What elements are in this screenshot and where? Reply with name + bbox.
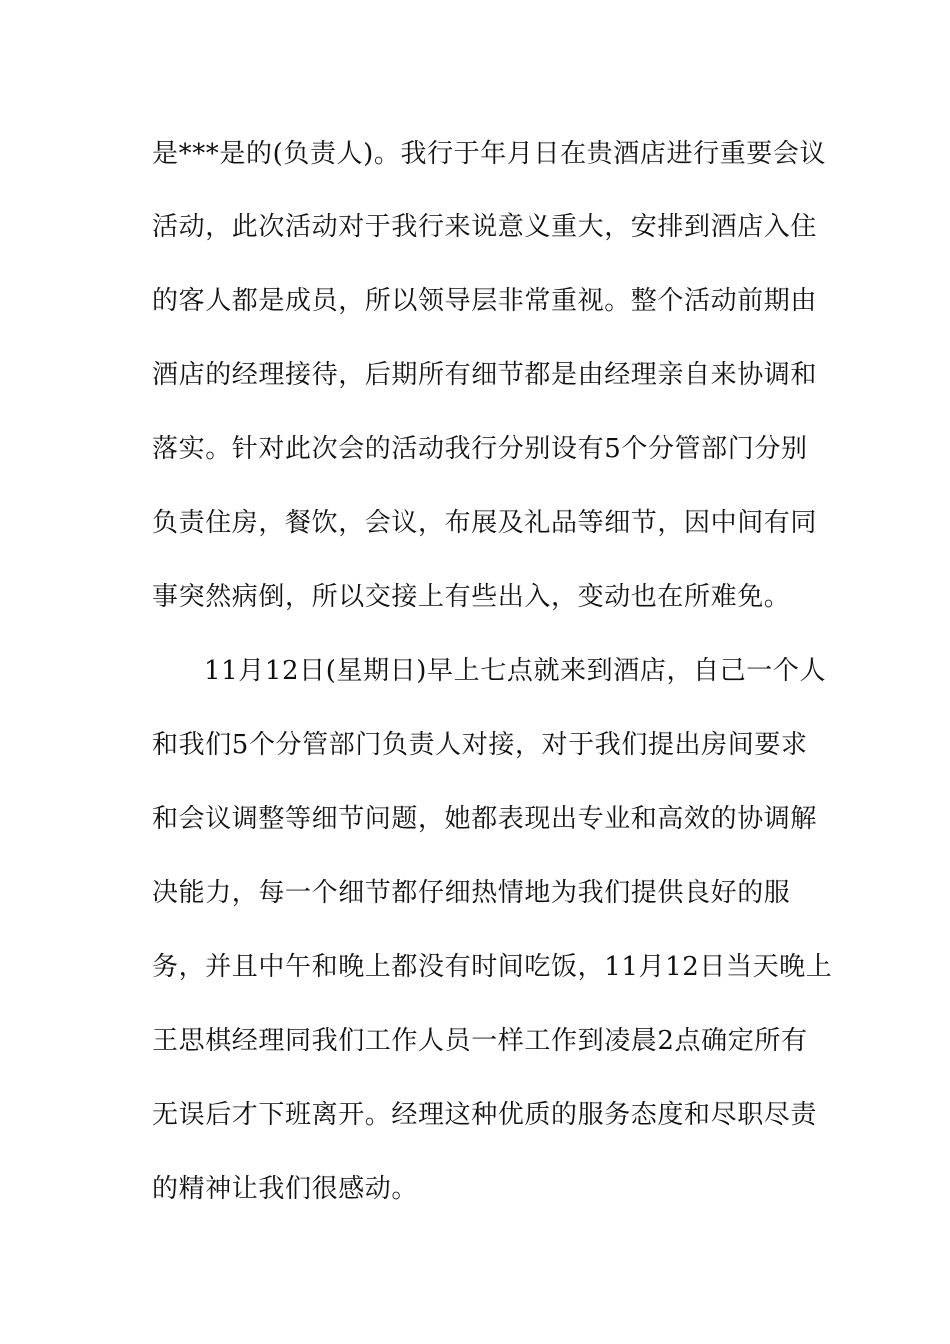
paragraph-line: 酒店的经理接待，后期所有细节都是由经理亲自来协调和: [152, 360, 818, 390]
paragraph-line: 和我们5个分管部门负责人对接，对于我们提出房间要求: [152, 730, 808, 760]
paragraph-first-line: 11月12日(星期日)早上七点就来到酒店，自己一个人: [204, 656, 827, 686]
paragraph-line: 的精神让我们很感动。: [152, 1174, 419, 1204]
paragraph-line: 活动，此次活动对于我行来说意义重大，安排到酒店入住: [152, 212, 818, 242]
paragraph-line: 负责住房，餐饮，会议，布展及礼品等细节，因中间有同: [152, 508, 818, 538]
paragraph-line: 事突然病倒，所以交接上有些出入，变动也在所难免。: [152, 582, 791, 612]
paragraph-line: 无误后才下班离开。经理这种优质的服务态度和尽职尽责: [152, 1100, 818, 1130]
paragraph-line: 落实。针对此次会的活动我行分别设有5个分管部门分别: [152, 434, 808, 464]
paragraph-line: 务，并且中午和晚上都没有时间吃饭，11月12日当天晚上: [152, 952, 833, 982]
paragraph-line: 王思棋经理同我们工作人员一样工作到凌晨2点确定所有: [152, 1026, 808, 1056]
paragraph-line: 是***是的(负责人)。我行于年月日在贵酒店进行重要会议: [152, 139, 827, 169]
paragraph-line: 的客人都是成员，所以领导层非常重视。整个活动前期由: [152, 286, 818, 316]
paragraph-line: 和会议调整等细节问题，她都表现出专业和高效的协调解: [152, 804, 818, 834]
paragraph-line: 决能力，每一个细节都仔细热情地为我们提供良好的服: [152, 878, 791, 908]
